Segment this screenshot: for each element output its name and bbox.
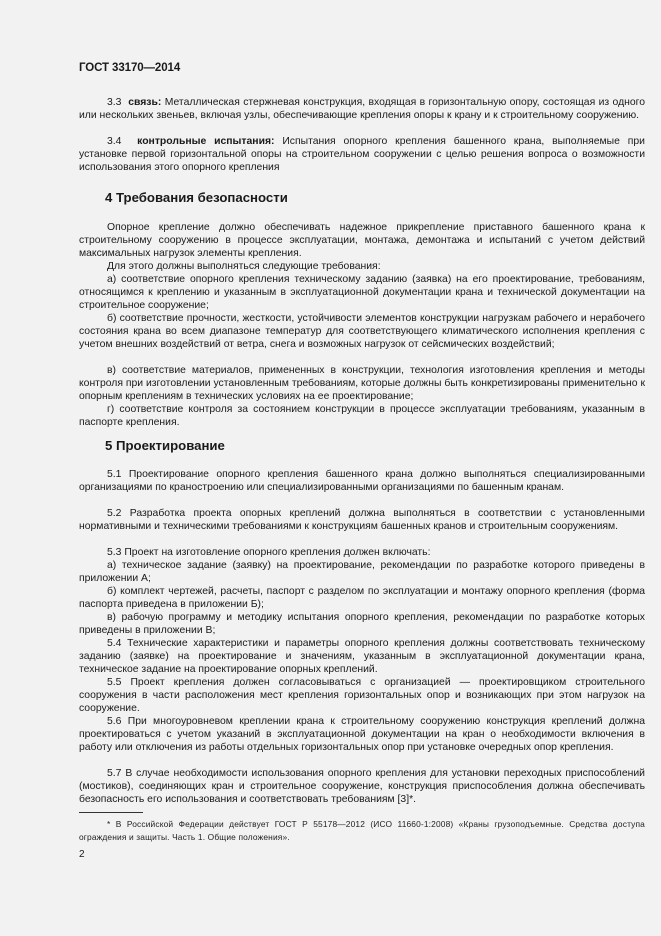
footnote: * В Российской Федерации действует ГОСТ Р 55178—2012 (ИСО 11660-1:2008) «Краны грузоподъемные. Средства доступа ограждения и защиты. Часть 1. Общие положения». (79, 819, 645, 842)
section-4-lead: Для этого должны выполняться следующие требования: (107, 261, 381, 272)
clause-5-3: 5.3 Проект на изготовление опорного крепления должен включать: (107, 547, 431, 558)
definition-3-4: 3.4 контрольные испытания: Испытания опорного крепления башенного крана, выполняемые при установке первой горизонтальной опоры на строительном сооружении с целью решения вопроса о возможности использования этого опорного крепления (79, 136, 645, 174)
clause-5-1: 5.1 Проектирование опорного крепления башенного крана должно выполняться специализированными организациями по краностроению или специализированными организациями по башенным кранам. (79, 469, 645, 494)
page-number: 2 (79, 849, 85, 860)
document-id-header: ГОСТ 33170—2014 (79, 62, 181, 74)
requirement-item-b: б) соответствие прочности, жесткости, устойчивости элементов конструкции нагрузкам рабочего и нерабочего состояния крана во всем диапазоне температур для соответствующего климатического исполнения крепления с учетом внешних воздействий от ветра, снега и возможных нагрузок от сейсмических воздействий; (79, 313, 645, 351)
clause-5-4: 5.4 Технические характеристики и параметры опорного крепления должны соответствовать техническому заданию (заявке) на проектирование и значениям, указанным в эксплуатационной документации крана, техническое задание на проектирование опорных креплений. (79, 638, 645, 676)
term: связь: (128, 97, 162, 108)
section-4-intro: Опорное крепление должно обеспечивать надежное прикрепление приставного башенного крана к строительному сооружению в процессе эксплуатации, монтажа, демонтажа и испытаний с учетом действий максимальных нагрузок элементы крепления. (79, 222, 645, 260)
section-4-heading: 4 Требования безопасности (105, 190, 288, 205)
requirement-item-v: в) соответствие материалов, примененных в конструкции, технология изготовления крепления и методы контроля при изготовлении установленным требованиям, которые должны быть конкретизированы применительно к опорным креплениям в технических условиях на ее проектирование; (79, 365, 645, 403)
clause-5-7: 5.7 В случае необходимости использования опорного крепления для установки переходных приспособлений (мостиков), соединяющих кран и строительное сооружение, конструкция приспособления должна обеспечивать безопасность его использования и соответствовать требованиям [3]*. (79, 768, 645, 806)
clause-5-3-v: в) рабочую программу и методику испытания опорного крепления, рекомендации по разработке которых приведены в приложении В; (79, 612, 645, 637)
term: контрольные испытания: (137, 136, 275, 147)
clause-5-5: 5.5 Проект крепления должен согласовываться с организацией — проектировщиком строительного сооружения в части расположения мест крепления горизонтальных опор и возникающих при этом нагрузок на сооружение. (79, 677, 645, 715)
clause-5-6: 5.6 При многоуровневом креплении крана к строительному сооружению конструкция креплений должна проектироваться с учетом указаний в эксплуатационной документации на кран о необходимости включения в работу или отключения из работы отдельных горизонтальных опор при установке очередных опор крепления. (79, 716, 645, 754)
clause-5-2: 5.2 Разработка проекта опорных креплений должна выполняться в соответствии с установленными нормативными и техническими требованиями к конструкциям башенных кранов и строительным сооружениям. (79, 508, 645, 533)
clause-5-3-b: б) комплект чертежей, расчеты, паспорт с разделом по эксплуатации и монтажу опорного крепления (форма паспорта приведена в приложении Б); (79, 586, 645, 611)
footnote-divider (79, 812, 143, 813)
requirement-item-a: а) соответствие опорного крепления техническому заданию (заявка) на его проектирование, требованиям, относящимся к креплению и указанным в эксплуатационной документации крана и технической документации на строительное сооружение; (79, 274, 645, 312)
requirement-item-g: г) соответствие контроля за состоянием конструкции в процессе эксплуатации требованиям, указанным в паспорте крепления. (79, 404, 645, 429)
clause-5-3-a: а) техническое задание (заявку) на проектирование, рекомендации по разработке которого приведены в приложении А; (79, 560, 645, 585)
section-5-heading: 5 Проектирование (105, 438, 225, 453)
definition-3-3: 3.3 связь: Металлическая стержневая конструкция, входящая в горизонтальную опору, состоящая из одного или нескольких звеньев, включая узлы, обеспечивающие крепления опоры к крану и к строительному сооружению. (79, 97, 645, 122)
